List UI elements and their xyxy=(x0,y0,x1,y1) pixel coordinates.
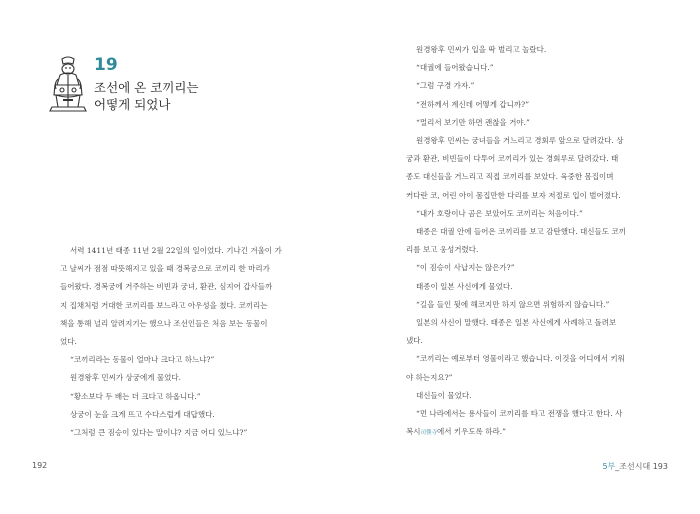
text-line: “멀리서 보기만 하면 괜찮을 거야.” xyxy=(416,117,530,127)
text-line: “코끼리는 예로부터 영물이라고 했습니다. 이것을 어디에서 키워 xyxy=(416,354,625,364)
chapter-title-line-2: 어떻게 되었나 xyxy=(94,97,171,112)
chapter-number: 19 xyxy=(94,55,118,75)
part-label: 5부 xyxy=(602,462,616,471)
text-line: 지 집채처럼 거대한 코끼리를 보느라고 아우성을 쳤다. 코끼리는 xyxy=(60,300,268,310)
chapter-title xyxy=(94,79,199,113)
text-line: 었다. xyxy=(60,337,77,347)
text-line: “대궐에 들어왔습니다.” xyxy=(416,63,494,73)
text-line: 냈다. xyxy=(406,336,423,346)
text-line-last xyxy=(406,423,646,442)
text-line: 일본의 사신이 말했다. 태종은 일본 사신에게 사례하고 돌려보 xyxy=(416,318,617,328)
text-line: 고 날씨가 점점 따뜻해지고 있을 때 경복궁으로 코끼리 한 마리가 xyxy=(60,264,270,274)
left-body-text xyxy=(60,242,300,442)
text-line: “황소보다 두 배는 더 크다고 하옵니다.” xyxy=(70,391,201,401)
text-line: “그럼 구경 가자.” xyxy=(416,81,475,91)
text-line: 대신들이 물었다. xyxy=(416,390,472,400)
text-line: 리를 보고 웅성거렸다. xyxy=(406,245,479,255)
text-line: “먼 나라에서는 용사들이 코끼리를 타고 전쟁을 했다고 한다. 사 xyxy=(416,409,623,419)
text-line: 책을 통해 널리 알려지기는 했으나 조선인들은 처음 보는 동물이 xyxy=(60,318,268,328)
ornamental-figure-icon xyxy=(48,55,88,113)
text-line: “길을 들인 뒷에 해코지만 하지 않으면 위험하지 않습니다.” xyxy=(416,299,610,309)
text-line: 종도 대신들을 거느리고 직접 코끼리를 보았다. 육중한 몸집이며 xyxy=(406,172,614,182)
text-line: “코끼리라는 동물이 얼마나 크다고 하느냐?” xyxy=(70,355,215,365)
text-line: 원경왕후 민씨는 궁녀들을 거느리고 경회루 앞으로 달려갔다. 상 xyxy=(416,136,624,146)
page-number-left: 192 xyxy=(32,461,48,470)
page-folio-right xyxy=(602,461,668,472)
text-line: 원경왕후 민씨가 입을 딱 벌리고 놀랐다. xyxy=(416,45,547,54)
text-line: “이 짐승이 사납지는 않은가?” xyxy=(416,263,515,273)
text-line: “전하께서 계신데 어떻게 갑니까?” xyxy=(416,99,530,109)
right-page xyxy=(350,0,700,514)
text-line: “그처럼 큰 짐승이 있다는 말이냐? 지금 어디 있느냐?” xyxy=(70,428,248,438)
text-line: 들어왔다. 경복궁에 거주하는 비빈과 궁녀, 환관, 심지어 갑사들까 xyxy=(60,282,273,292)
text-fragment: 에서 키우도록 하라.” xyxy=(437,427,506,437)
text-line: 태종이 일본 사신에게 물었다. xyxy=(416,281,513,291)
text-line: 궁과 환관, 비빈들이 다투어 코끼리가 있는 경회루로 달려갔다. 태 xyxy=(406,154,619,164)
text-line: 원경왕후 민씨가 상궁에게 물었다. xyxy=(70,373,181,383)
text-line: 커다란 코, 어린 아이 몸집만한 다리를 보자 저절로 입이 벌어졌다. xyxy=(406,190,621,200)
text-line: 서력 1411년 태종 11년 2월 22일의 일이었다. 기나긴 겨울이 가 xyxy=(70,246,282,255)
text-line: 상궁이 눈을 크게 뜨고 수다스럽게 대답했다. xyxy=(70,409,215,419)
hanja-gloss: 司僕寺 xyxy=(420,430,438,437)
text-line: “내가 호랑이나 곰은 보았어도 코끼리는 처음이다.” xyxy=(416,208,583,218)
text-line: 태종은 대궐 안에 들어온 코끼리를 보고 감탄했다. 대신들도 코끼 xyxy=(416,227,626,237)
text-line: 야 하는지요?” xyxy=(406,372,453,382)
right-body-text xyxy=(406,41,646,442)
text-fragment: 복시 xyxy=(406,427,421,437)
section-and-page-number: _조선시대 193 xyxy=(615,462,668,471)
chapter-title-line-1: 조선에 온 코끼리는 xyxy=(94,80,199,95)
